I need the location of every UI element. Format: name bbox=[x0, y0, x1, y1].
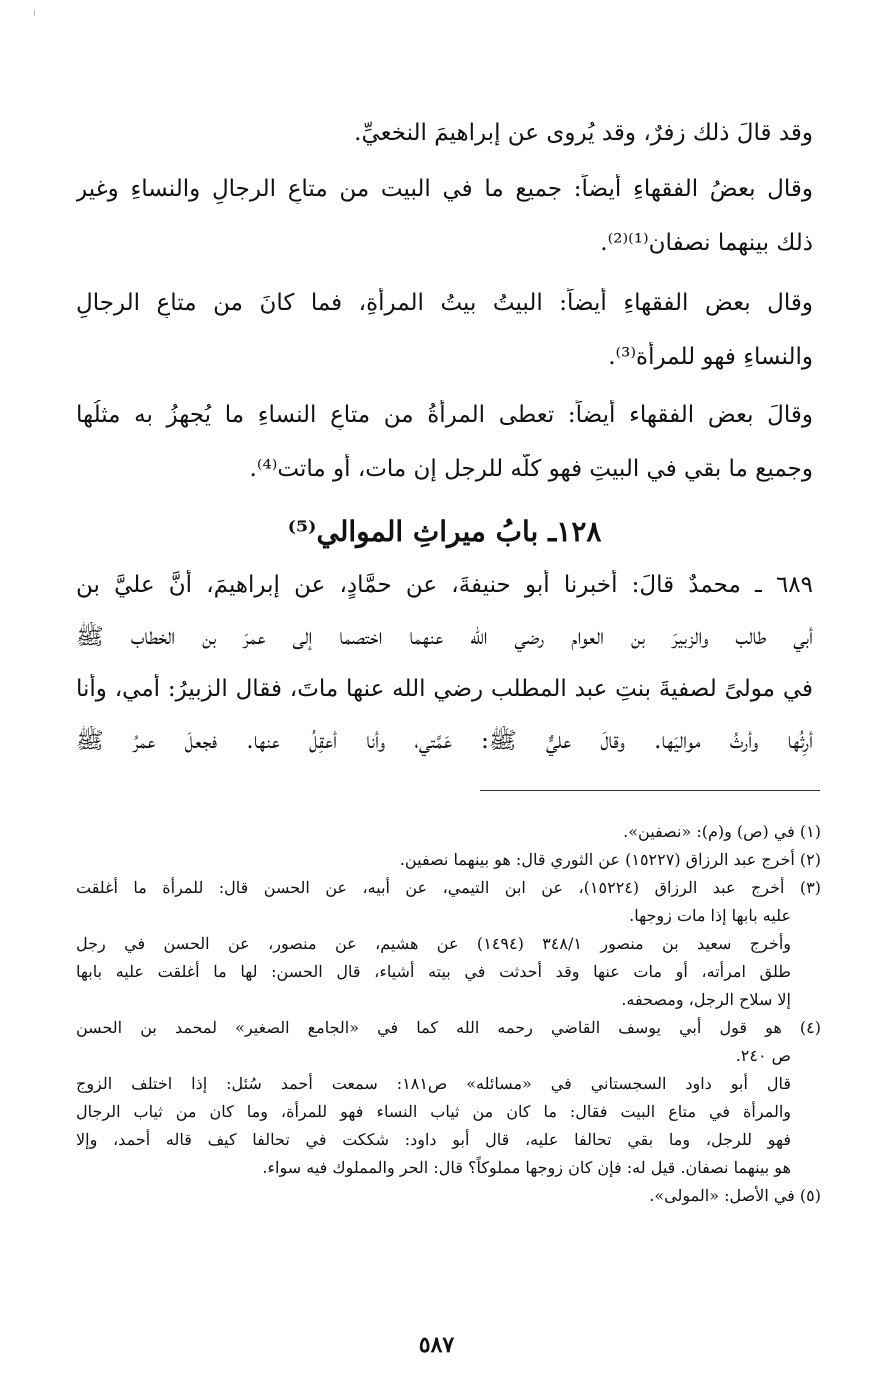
footnote-4-cont: ص ٢٤٠. bbox=[735, 1046, 791, 1065]
scan-mark bbox=[34, 10, 35, 16]
paragraph-2 bbox=[76, 174, 813, 258]
footnote-3-extra-cont: إلا سلاح الرجل، ومصحفه. bbox=[621, 990, 791, 1009]
main-text bbox=[76, 112, 813, 756]
footnote-4-extra-cont: فهو للرجل، وما بقي تحالفا عليه، قال أبو داود: شككت في تحالفا كيف قاله أحمد، وإلا bbox=[76, 1130, 791, 1149]
text-line: وقال بعض الفقهاءِ أيضاً: البيتُ بيتُ المرأةِ، فما كانَ من متاعِ الرجالِ bbox=[76, 290, 813, 316]
chapter-heading: ١٢٨ـ بابُ ميراثِ الموالي⁽⁵⁾ bbox=[287, 515, 602, 548]
paragraph-hadith-689 bbox=[76, 570, 813, 756]
text-line: وقالَ بعض الفقهاء أيضاً: تعطى المرأةُ من متاعِ النساءِ ما يُجهزُ به مثلُها bbox=[76, 402, 813, 428]
paragraph-4 bbox=[76, 400, 813, 484]
footnote-4: (٤) هو قول أبي يوسف القاضي رحمه الله كما في «الجامع الصغير» لمحمد بن الحسن bbox=[76, 1018, 821, 1037]
text-line: ذلك بينهما نصفان⁽¹⁾⁽²⁾. bbox=[600, 230, 813, 256]
footnote-4-extra: قال أبو داود السجستاني في «مسائله» ص١٨١: سمعت أحمد سُئل: إذا اختلف الزوج bbox=[76, 1074, 791, 1093]
footnote-1: (١) في (ص) و(م): «نصفين». bbox=[623, 822, 821, 841]
text-line: والنساءِ فهو للمرأة⁽³⁾. bbox=[608, 344, 813, 370]
footnotes bbox=[76, 818, 821, 1210]
footnote-3-cont: عليه بابها إذا مات زوجها. bbox=[629, 906, 791, 925]
text-line: أبي طالب والزبيرَ بن العوام رضي الله عنهما اختصما إلى عمرَ بن الخطاب ﷺ bbox=[76, 624, 813, 650]
text-line: وجميع ما بقي في البيتِ فهو كلُّه للرجل إن مات، أو ماتت⁽⁴⁾. bbox=[249, 456, 813, 482]
text-line: وقال بعضُ الفقهاءِ أيضاً: جميع ما في البيت من متاعِ الرجالِ والنساءِ وغير bbox=[76, 176, 813, 202]
page-number: ٥٨٧ bbox=[418, 1332, 455, 1358]
footnote-divider bbox=[480, 790, 820, 791]
text-line: ٦٨٩ ـ محمدٌ قالَ: أخبرنا أبو حنيفةَ، عن حمَّادٍ، عن إبراهيمَ، أنَّ عليَّ بن bbox=[76, 572, 813, 598]
footnote-2: (٢) أخرج عبد الرزاق (١٥٢٢٧) عن الثوري قال: هو بينهما نصفين. bbox=[399, 850, 821, 869]
footnote-4-extra-cont: والمرأة في متاع البيت فقال: ما كان من ثياب النساء فهو للمرأة، وما كان من ثياب الرجال bbox=[76, 1102, 791, 1121]
paragraph-3 bbox=[76, 288, 813, 372]
footnote-5: (٥) في الأصل: «المولى». bbox=[649, 1186, 821, 1205]
footnote-3: (٣) أخرج عبد الرزاق (١٥٢٢٤)، عن ابن التيمي، عن أبيه، عن الحسن قال: للمرأة ما أغلقت bbox=[76, 878, 821, 897]
footnote-3-extra-cont: طلق امرأته، أو مات عنها وقد أحدثت في بيته أشياء، قال الحسن: لها ما أغلقت عليه بابها bbox=[76, 962, 791, 981]
text-line: وقد قالَ ذلك زفرٌ، وقد يُروى عن إبراهيمَ النخعيِّ. bbox=[354, 120, 813, 146]
footnote-4-extra-cont: هو بينهما نصفان. قيل له: فإن كان زوجها مملوكاً؟ قال: الحر والمملوك فيه سواء. bbox=[262, 1158, 791, 1177]
paragraph-1 bbox=[76, 118, 813, 148]
text-line: أرِثُها وأرثُ مواليَها. وقالَ عليٌّ ﷺ: عَمَّتي، وأنا أعقِلُ عنها. فجعلَ عمرُ ﷺ bbox=[76, 728, 813, 754]
text-line: في مولىً لصفيةَ بنتِ عبد المطلب رضي الله عنها ماتَ، فقال الزبيرُ: أمي، وأنا bbox=[76, 676, 813, 702]
footnote-3-extra: وأخرج سعيد بن منصور ٣٤٨/١ (١٤٩٤) عن هشيم، عن منصور، عن الحسن في رجل bbox=[76, 934, 792, 953]
